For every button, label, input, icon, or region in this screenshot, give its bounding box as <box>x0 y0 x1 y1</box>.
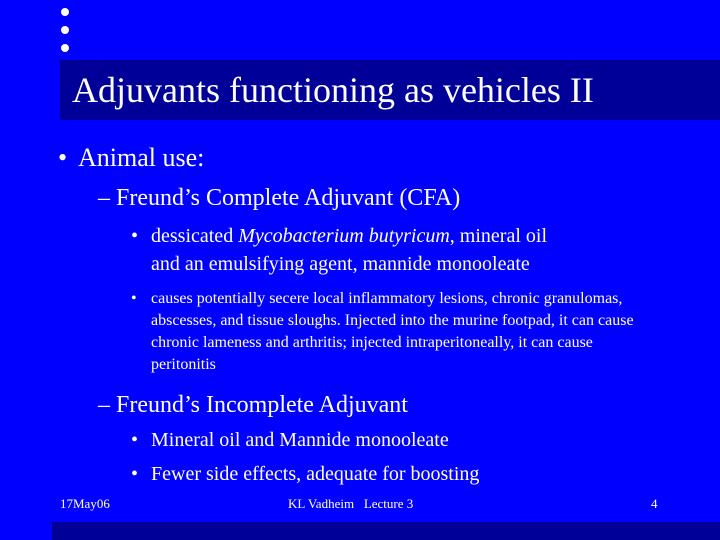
decorative-dot <box>61 44 69 52</box>
decorative-dot <box>61 26 69 34</box>
bullet-icon: • <box>131 290 137 307</box>
sub-item-cfa <box>98 186 460 210</box>
bullet-text: Animal use: <box>78 143 205 172</box>
cfa-composition-species: Mycobacterium butyricum <box>238 225 450 247</box>
dash-icon: – <box>98 185 110 211</box>
cfa-composition <box>131 226 547 246</box>
bottom-bar <box>52 522 720 540</box>
bullet-icon: • <box>131 463 139 485</box>
cfa-side-effects <box>131 288 651 376</box>
dash-icon: – <box>98 392 110 418</box>
ifa-side-effects <box>131 464 479 484</box>
footer-page-number: 4 <box>651 496 658 511</box>
bullet-icon: • <box>131 429 139 451</box>
decorative-dot <box>61 8 69 16</box>
ifa-composition-text: Mineral oil and Mannide monooleate <box>151 429 449 451</box>
ifa-composition <box>131 430 449 450</box>
sub-item-text: Freund’s Incomplete Adjuvant <box>116 392 408 418</box>
ifa-side-effects-text: Fewer side effects, adequate for boosting <box>151 463 480 485</box>
cfa-composition-suffix: , mineral oil <box>449 225 547 247</box>
cfa-composition-line2: and an emulsifying agent, mannide monooleate <box>151 253 530 275</box>
bullet-icon: • <box>58 143 68 172</box>
footer-date: 17May06 <box>60 496 110 511</box>
cfa-composition-prefix: dessicated <box>151 225 239 247</box>
cfa-side-effects-text: causes potentially secere local inflammatory lesions, chronic granulomas, abscesses, and tissue sloughs. Injected into the murine footpad, it can cause chronic lameness and arthritis; injected intraperitoneally, it can cause peritonitis <box>151 290 634 373</box>
bullet-icon: • <box>131 225 139 247</box>
sub-item-text: Freund’s Complete Adjuvant (CFA) <box>116 185 461 211</box>
slide-title: Adjuvants functioning as vehicles II <box>72 70 594 110</box>
sub-item-ifa <box>98 393 408 417</box>
bullet-animal-use <box>58 145 204 171</box>
footer-author-lecture: KL Vadheim Lecture 3 <box>288 496 414 511</box>
